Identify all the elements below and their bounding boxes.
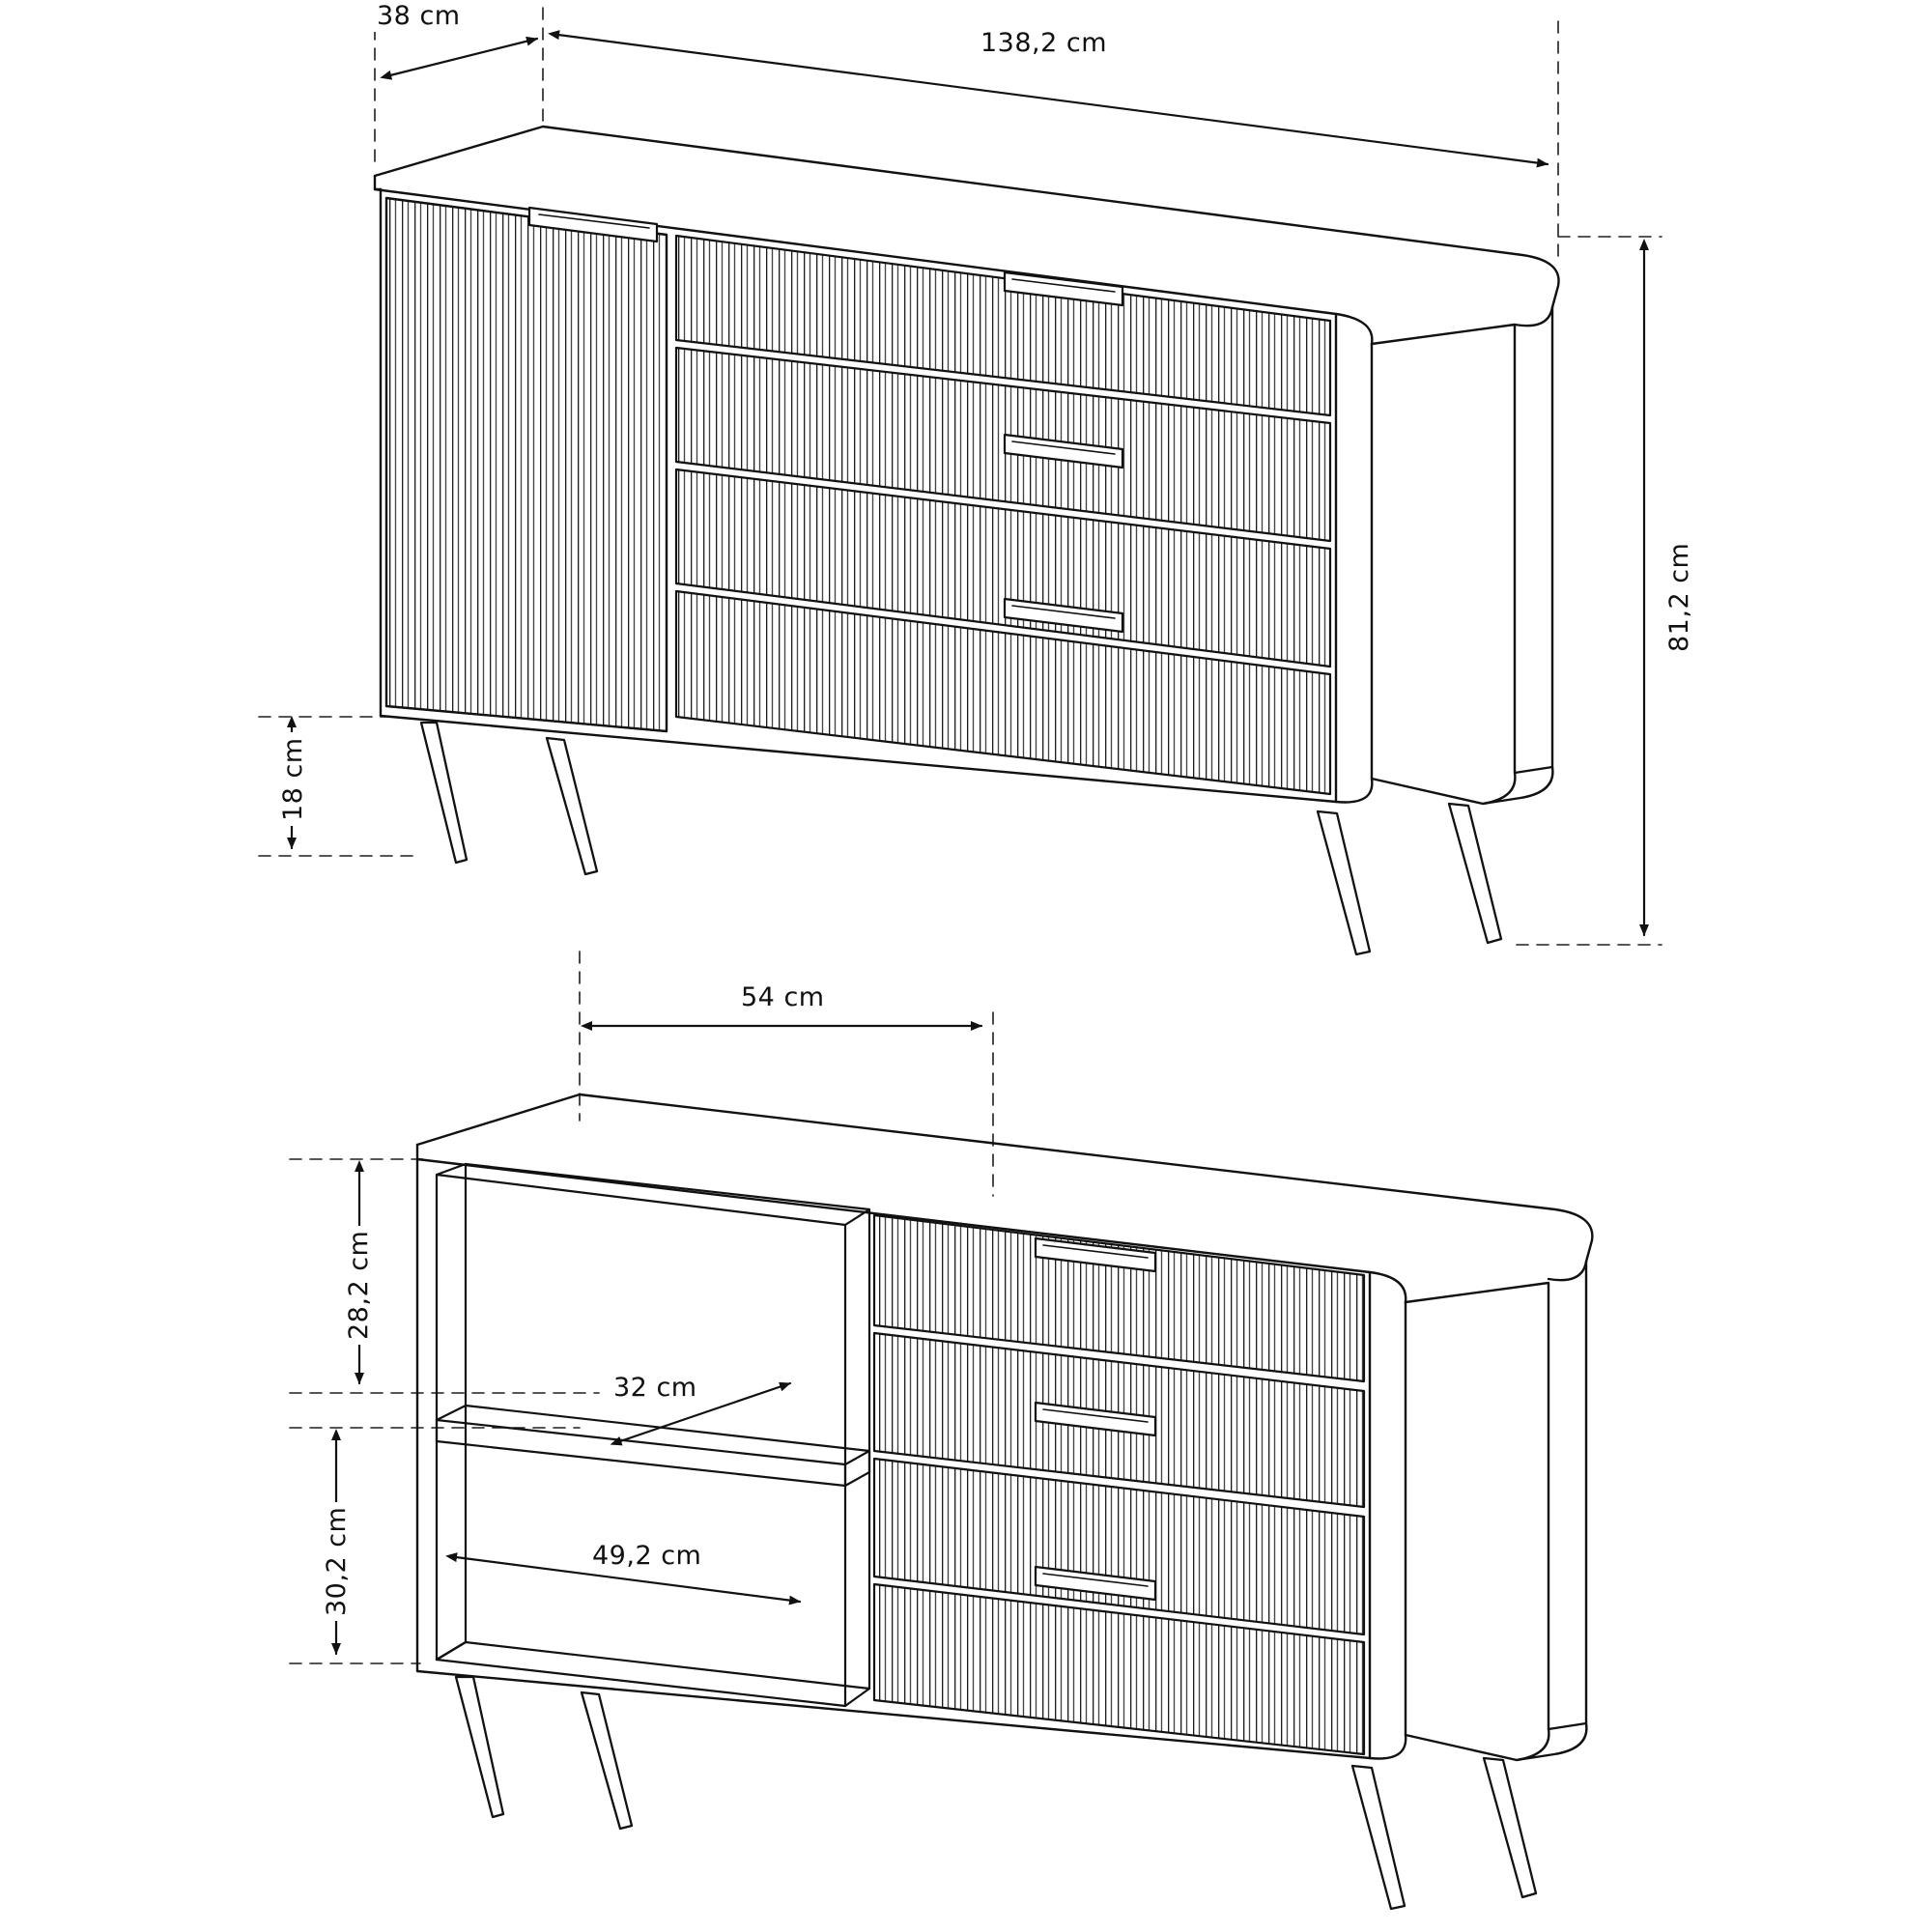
closed-view-group	[259, 8, 1662, 954]
dimension-label-leg-height: 18 cm	[277, 732, 309, 826]
open-view-group	[290, 952, 1592, 1909]
dimension-label-door-width: 54 cm	[736, 981, 830, 1013]
dimension-label-upper-compartment: 28,2 cm	[343, 1226, 375, 1345]
dimension-label-lower-compartment: 30,2 cm	[321, 1502, 353, 1621]
dimension-label-height: 81,2 cm	[1663, 538, 1695, 657]
dimension-label-width: 138,2 cm	[976, 27, 1112, 59]
dimension-label-shelf-depth: 32 cm	[609, 1372, 702, 1404]
dimension-label-depth: 38 cm	[372, 0, 466, 32]
dimension-label-interior-width: 49,2 cm	[587, 1540, 706, 1572]
